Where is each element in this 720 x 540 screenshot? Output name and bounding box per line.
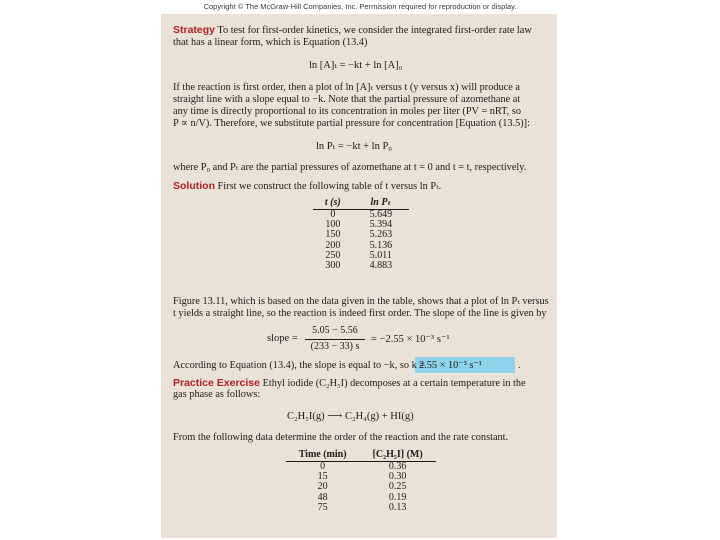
paragraph1-line: P ∝ n/V). Therefore, we substitute partial pressure for concentration [Equation (13.5)]:: [173, 118, 530, 129]
table-row: [313, 261, 409, 271]
table-cell: 5.011: [369, 249, 392, 261]
fraction-bar: [305, 339, 365, 340]
paragraph2-line: t yields a straight line, so the reaction is indeed first order. The slope of the line is given by: [173, 308, 547, 319]
table1-header-time: t (s): [313, 197, 353, 210]
slope-numerator: 5.05 − 5.56: [312, 325, 358, 336]
table-cell: 300: [325, 260, 341, 272]
table-cell: 0.19: [388, 491, 407, 503]
strategy-line-1: [173, 24, 532, 37]
solution-line: [173, 180, 441, 193]
table-cell: 200: [325, 239, 341, 251]
table-cell: 5.394: [369, 219, 393, 231]
where-line: where P₀ and Pₜ are the partial pressures of azomethane at t = 0 and t = t, respectively.: [173, 162, 527, 173]
table-cell: 0: [330, 209, 336, 220]
integrated-rate-law-equation: ln [A]ₜ = −kt + ln [A]₀: [309, 60, 403, 71]
table-row: [286, 472, 436, 482]
paragraph1-line: any time is directly proportional to its concentration in moles per liter (PV = nRT, so: [173, 106, 521, 117]
table-cell: 5.136: [369, 239, 393, 251]
table-cell: 15: [317, 471, 328, 483]
practice-heading: Practice Exercise: [173, 377, 260, 389]
table-row: [286, 482, 436, 492]
paragraph1-line: If the reaction is first order, then a plot of ln [A]ₜ versus t (y versus x) will produce a: [173, 82, 520, 93]
slope-denominator: (233 − 33) s: [310, 341, 360, 352]
copyright-notice: Copyright © The McGraw-Hill Companies, Inc. Permission required for reproduction or display.: [203, 2, 517, 11]
table-row: [286, 493, 436, 503]
table-cell: 0.25: [388, 481, 407, 493]
textbook-page: [161, 14, 557, 538]
table-row: [286, 462, 436, 473]
table-cell: 0: [320, 461, 326, 472]
practice-text-1: Ethyl iodide (C₂H₅I) decomposes at a certain temperature in the: [262, 378, 526, 389]
solution-text: First we construct the following table of t versus ln Pₜ.: [217, 181, 442, 192]
table-cell: 5.263: [369, 229, 393, 241]
according-period: .: [518, 360, 521, 371]
table-cell: 75: [317, 501, 328, 513]
practice-line-2: gas phase as follows:: [173, 389, 261, 400]
according-text: According to Equation (13.4), the slope is equal to −k, so k =: [173, 360, 426, 371]
paragraph1-line: straight line with a slope equal to −k. Note that the partial pressure of azomethane at: [173, 94, 521, 105]
table2-header-concentration: [C₂H₅I] (M): [359, 449, 436, 462]
table1-header-lnp: ln Pₜ: [353, 197, 409, 210]
table2-header-time: Time (min): [286, 449, 359, 462]
table-cell: 250: [325, 249, 341, 261]
practice-line-3: From the following data determine the order of the reaction and the rate constant.: [173, 432, 509, 443]
table-cell: 48: [317, 491, 328, 503]
pressure-rate-law-equation: ln Pₜ = −kt + ln P₀: [316, 141, 392, 152]
rate-constant-answer: 2.55 × 10⁻³ s⁻¹: [419, 360, 482, 371]
table-cell: 100: [325, 219, 341, 231]
paragraph2-line: Figure 13.11, which is based on the data given in the table, shows that a plot of ln Pₜ versus: [173, 296, 549, 307]
slope-label: slope =: [267, 333, 298, 344]
decomposition-reaction: C₂H₅I(g) ⟶ C₂H₄(g) + HI(g): [287, 411, 414, 422]
ethyl-iodide-data-table: [286, 449, 436, 513]
table-cell: 0.30: [388, 471, 407, 483]
table-cell: 0.13: [388, 501, 407, 513]
table-cell: 4.883: [369, 260, 393, 272]
table-cell: 150: [325, 229, 341, 241]
slope-result: = −2.55 × 10⁻³ s⁻¹: [371, 334, 450, 345]
table-cell: 0.36: [388, 461, 407, 472]
t-vs-lnP-table: [313, 197, 409, 271]
strategy-heading: Strategy: [173, 24, 216, 36]
solution-heading: Solution: [173, 180, 215, 192]
table-row: [286, 503, 436, 513]
strategy-text-1: To test for first-order kinetics, we consider the integrated first-order rate law: [217, 25, 532, 36]
strategy-line-2: that has a linear form, which is Equation (13.4): [173, 37, 368, 48]
table-cell: 5.649: [369, 209, 393, 220]
table-cell: 20: [317, 481, 328, 493]
